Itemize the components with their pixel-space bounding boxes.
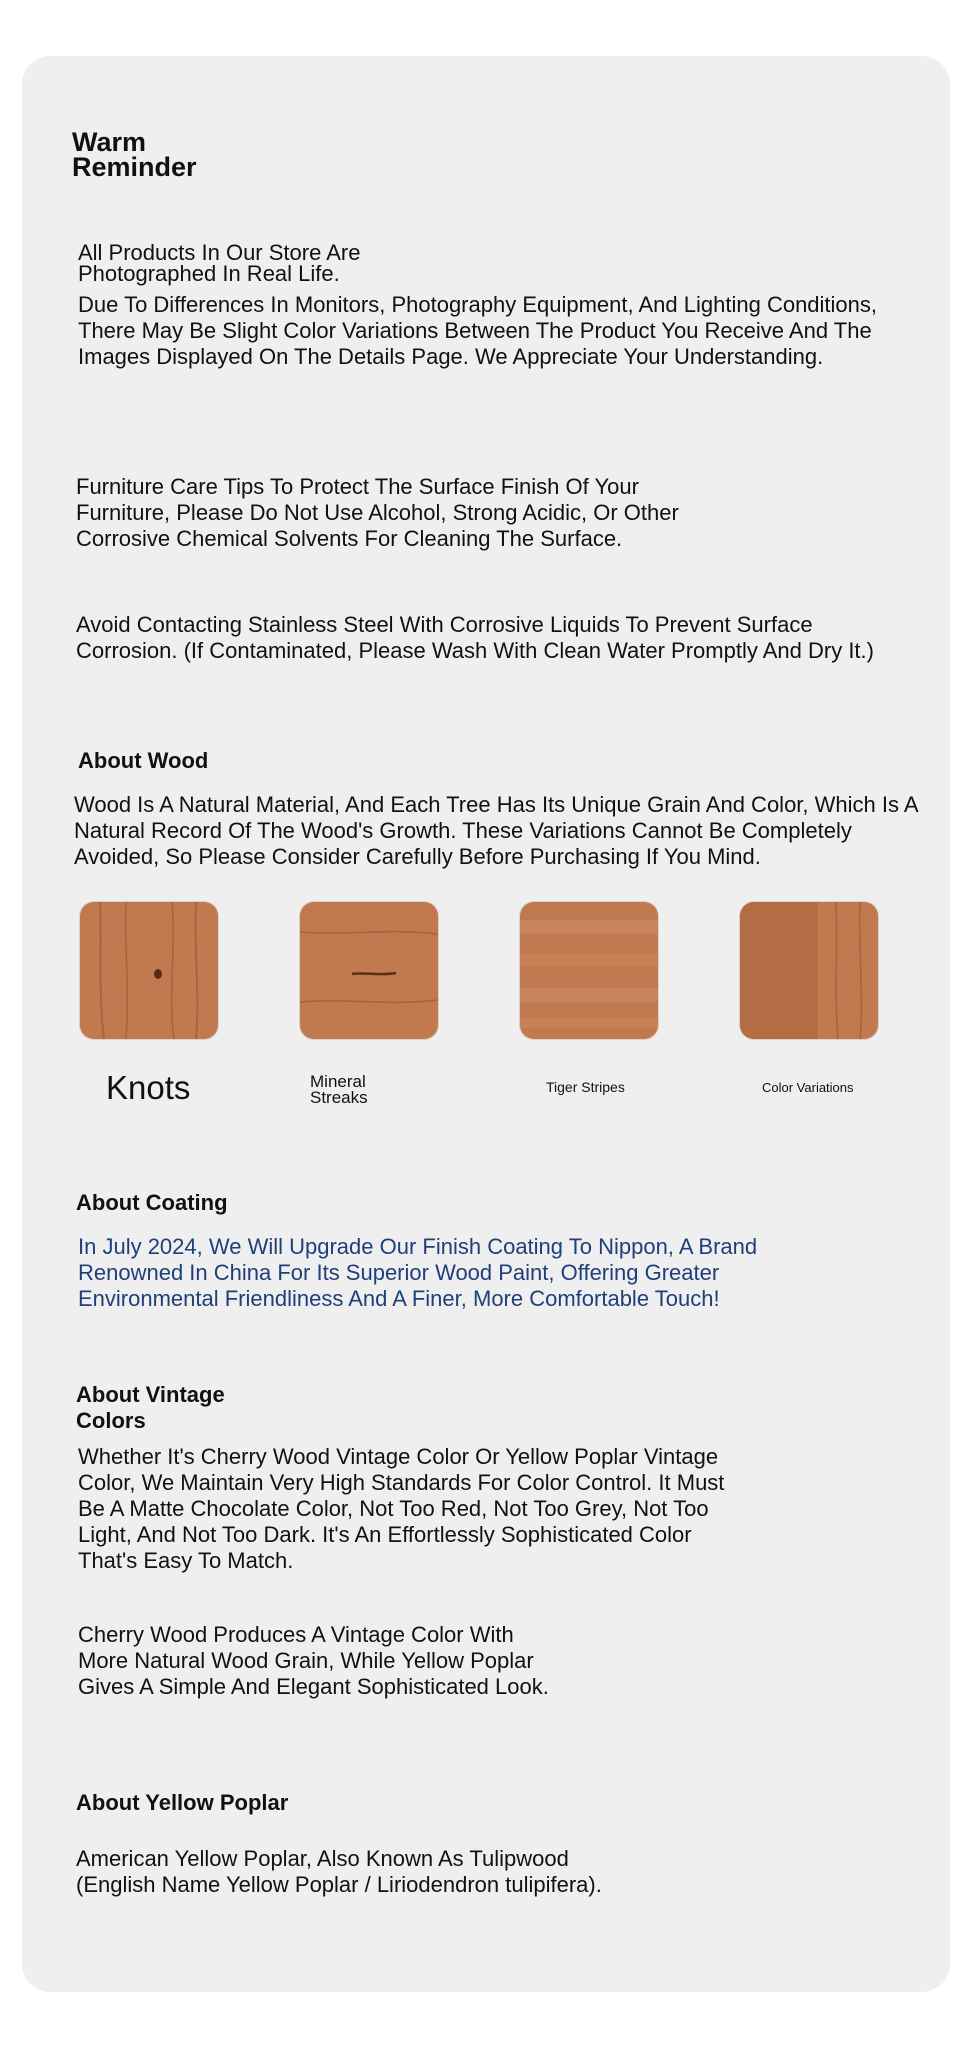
about-yellow-poplar-text: American Yellow Poplar, Also Known As Tulipwood (English Name Yellow Poplar / Liriodendron tulipifera). [76, 1846, 602, 1897]
cherry-vs-poplar-text: Cherry Wood Produces A Vintage Color With More Natural Wood Grain, While Yellow Poplar Gives A Simple And Elegant Sophisticated Look. [78, 1622, 549, 1699]
about-wood-heading: About Wood [78, 748, 209, 773]
tiger-stripes-sample-image [520, 902, 658, 1039]
tiger-stripes-caption: Tiger Stripes [546, 1079, 625, 1095]
about-vintage-colors-heading: About Vintage Colors [76, 1382, 225, 1433]
stainless-steel-note: Avoid Contacting Stainless Steel With Corrosive Liquids To Prevent Surface Corrosion. (If Contaminated, Please Wash With Clean Water Promptly And Dry It.) [76, 612, 874, 663]
warm-reminder-card [22, 56, 950, 1992]
warm-reminder-title: Warm Reminder [72, 127, 197, 182]
knots-caption: Knots [106, 1069, 191, 1106]
about-coating-text: In July 2024, We Will Upgrade Our Finish Coating To Nippon, A Brand Renowned In China For Its Superior Wood Paint, Offering Greater Environmental Friendliness And A Finer, More Comfortable Touch! [78, 1234, 758, 1311]
about-wood-text: Wood Is A Natural Material, And Each Tree Has Its Unique Grain And Color, Which Is A Natural Record Of The Wood's Growth. These Variations Cannot Be Completely Avoided, So Please Consider Carefully Before Purchasing If You Mind. [74, 792, 919, 869]
about-coating-heading: About Coating [76, 1190, 228, 1215]
mineral-streaks-caption: Mineral Streaks [310, 1072, 368, 1107]
about-vintage-colors-text: Whether It's Cherry Wood Vintage Color Or Yellow Poplar Vintage Color, We Maintain Very High Standards For Color Control. It Must Be A Matte Chocolate Color, Not Too Red, Not Too Grey, Not Too Light, And Not Too Dark. It's An Effortlessly Sophisticated Color That's Easy To Match. [78, 1444, 725, 1573]
mineral-streaks-sample-image [300, 902, 438, 1039]
color-variations-caption: Color Variations [762, 1080, 854, 1095]
real-life-headline: All Products In Our Store Are Photographed In Real Life. [78, 240, 361, 286]
color-variation-note: Due To Differences In Monitors, Photography Equipment, And Lighting Conditions, There May Be Slight Color Variations Between The Product You Receive And The Images Displayed On The Details Page. We Appreciate Your Understanding. [78, 292, 878, 369]
knots-sample-image [80, 902, 218, 1039]
furniture-care-tips: Furniture Care Tips To Protect The Surface Finish Of Your Furniture, Please Do Not Use Alcohol, Strong Acidic, Or Other Corrosive Chemical Solvents For Cleaning The Surface. [76, 474, 679, 551]
color-variations-sample-image [740, 902, 878, 1039]
about-yellow-poplar-heading: About Yellow Poplar [76, 1790, 289, 1815]
